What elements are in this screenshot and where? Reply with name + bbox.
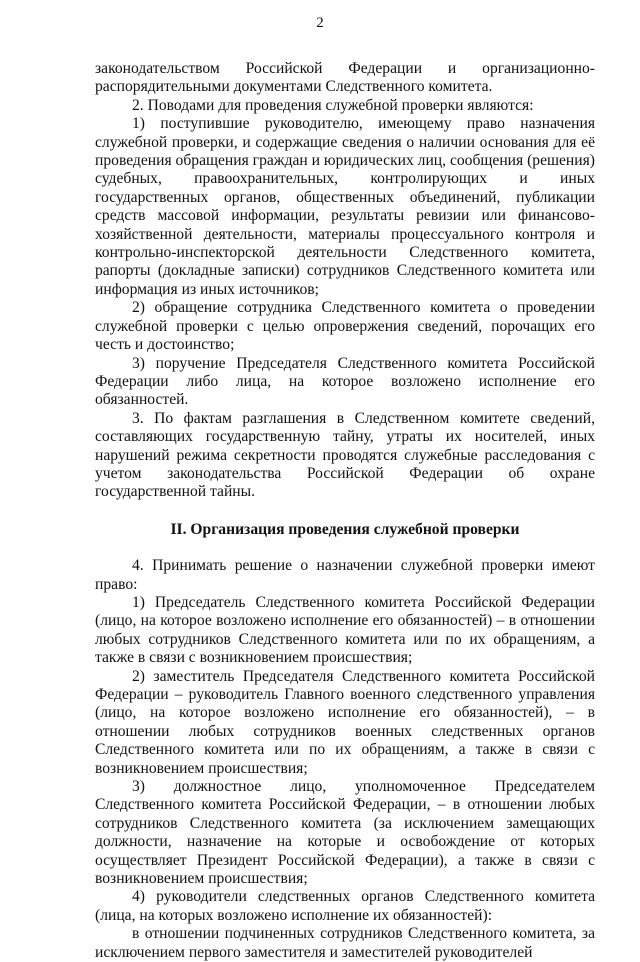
paragraph-item-4: 4. Принимать решение о назначении служебной проверки имеют право: [95, 557, 595, 593]
paragraph-item-2: 2. Поводами для проведения служебной проверки являются: [132, 96, 534, 114]
paragraph-subitem-2-2: 2) обращение сотрудника Следственного комитета о проведении служебной проверки с целью опровержения сведений, порочащих его честь и достоинство; [95, 299, 595, 354]
paragraph-continuation: законодательством Российской Федерации и организационно-распорядительными документами Следственного комитета. [95, 60, 595, 96]
paragraph-subitem-2-1: 1) поступившие руководителю, имеющему право назначения служебной проверки, и содержащие сведения о наличии основания для её проведения обращения граждан и юридических лиц, сообщения (решения) судебных, правоохранительных, контролирующих и иных государственных органов, общественных объединений, публикации средств массовой информации, результаты ревизии или финансово-хозяйственной деятельности, материалы процессуального контроля и контрольно-инспекторской деятельности Следственного комитета, рапорты (докладные записки) сотрудников Следственного комитета или информация из иных источников; [95, 115, 595, 298]
document-body [95, 60, 595, 962]
paragraph-subitem-2-3: 3) поручение Председателя Следственного комитета Российской Федерации либо лица, на которое возложено исполнение его обязанностей. [95, 354, 595, 409]
paragraph-subitem-4-4-a: в отношении подчиненных сотрудников Следственного комитета, за исключением первого заместителя и заместителей руководителей [95, 925, 595, 961]
paragraph-subitem-4-1: 1) Председатель Следственного комитета Российской Федерации (лицо, на которое возложено исполнение его обязанностей) – в отношении любых сотрудников Следственного комитета или по их обращениям, а также в связи с возникновением происшествия; [95, 593, 595, 667]
page-number: 2 [316, 15, 324, 31]
paragraph-subitem-4-4: 4) руководители следственных органов Следственного комитета (лица, на которых возложено исполнение их обязанностей): [95, 888, 595, 924]
paragraph-item-3: 3. По фактам разглашения в Следственном комитете сведений, составляющих государственную тайну, утраты их носителей, иных нарушений режима секретности проводятся служебные расследования с учетом законодательства Российской Федерации об охране государственной тайны. [95, 409, 595, 501]
section-heading: II. Организация проведения служебной проверки [170, 520, 520, 538]
paragraph-subitem-4-3: 3) должностное лицо, уполномоченное Председателем Следственного комитета Российской Федерации, – в отношении любых сотрудников Следственного комитета (за исключением замещающих должности, назначение на которые и освобождение от которых осуществляет Президент Российской Федерации), а также в связи с возникновением происшествия; [95, 778, 595, 888]
paragraph-subitem-4-2: 2) заместитель Председателя Следственного комитета Российской Федерации – руководитель Главного военного следственного управления (лицо, на которое возложено исполнение его обязанностей), – в отношении любых сотрудников военных следственных органов Следственного комитета или по их обращениям, а также в связи с возникновением происшествия; [95, 667, 595, 777]
